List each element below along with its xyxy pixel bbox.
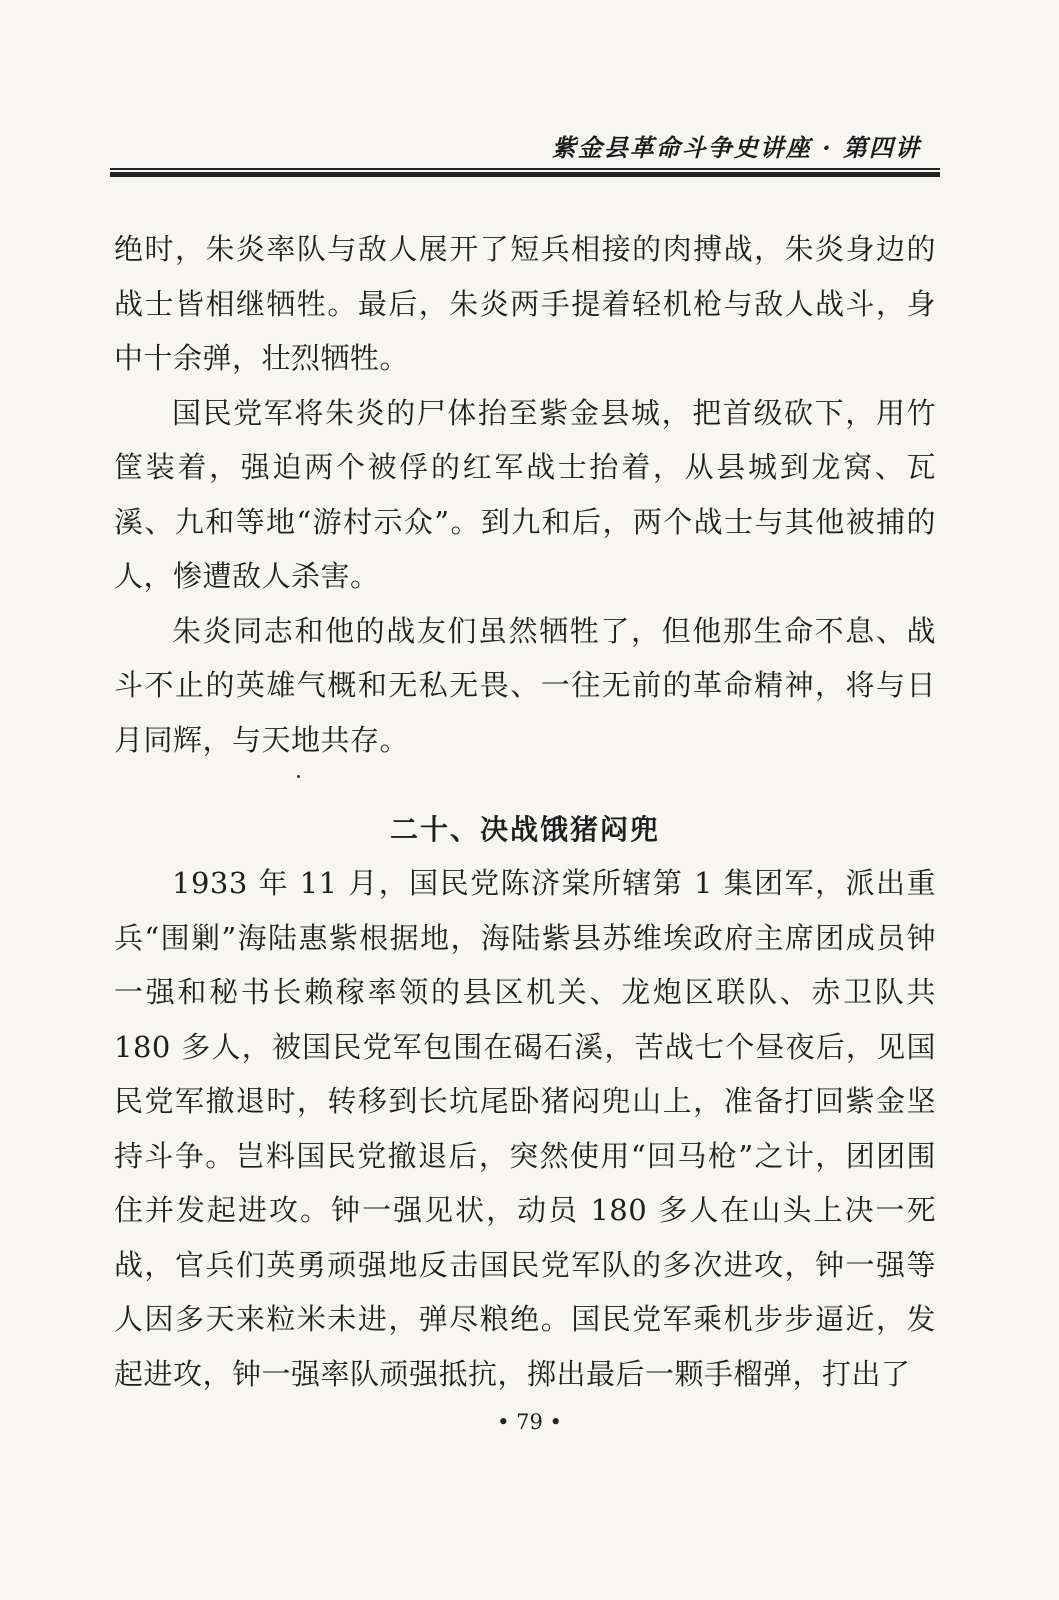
page-number: • 79 • [497, 1410, 562, 1434]
body-text-bottom [114, 856, 936, 1401]
paragraph: 朱炎同志和他的战友们虽然牺牲了，但他那生命不息、战斗不止的英雄气概和无私无畏、一往无前的革命精神，将与日月同辉，与天地共存。 [114, 613, 936, 757]
paragraph: 绝时，朱炎率队与敌人展开了短兵相接的肉搏战，朱炎身边的战士皆相继牺牲。最后，朱炎两手提着轻机枪与敌人战斗，身中十余弹，壮烈牺牲。 [114, 232, 936, 375]
stray-dot [297, 775, 300, 778]
paragraph: 1933 年 11 月，国民党陈济棠所辖第 1 集团军，派出重兵“围剿”海陆惠紫根据地，海陆紫县苏维埃政府主席团成员钟一强和秘书长赖稼率领的县区机关、龙炮区联队、赤卫队共 180 多人，被国民党军包围在碣石溪，苦战七个昼夜后，见国民党军撤退时，转移到长坑尾卧猪闷兜山上，准备打回紫金坚持斗争。岂料国民党撤退后，突然使用“回马枪”之计，团团围住并发起进攻。钟一强见状，动员 180 多人在山头上决一死战，官兵们英勇顽强地反击国民党军队的多次进攻，钟一强等人因多天来粒米未进，弹尽粮绝。国民党军乘机步步逼近，发起进攻，钟一强率队顽强抵抗，掷出最后一颗手榴弹，打出了 [114, 866, 936, 1391]
body-text-top [114, 222, 936, 767]
section-title: 二十、决战饿猪闷兜 [389, 813, 660, 846]
header-rule-thin [110, 168, 940, 170]
running-header: 紫金县革命斗争史讲座 · 第四讲 [551, 133, 921, 162]
header-rule-thick [110, 172, 940, 177]
paragraph: 国民党军将朱炎的尸体抬至紫金县城，把首级砍下，用竹筐装着，强迫两个被俘的红军战士抬着，从县城到龙窝、瓦溪、九和等地“游村示众”。到九和后，两个战士与其他被捕的人，惨遭敌人杀害。 [114, 395, 936, 593]
